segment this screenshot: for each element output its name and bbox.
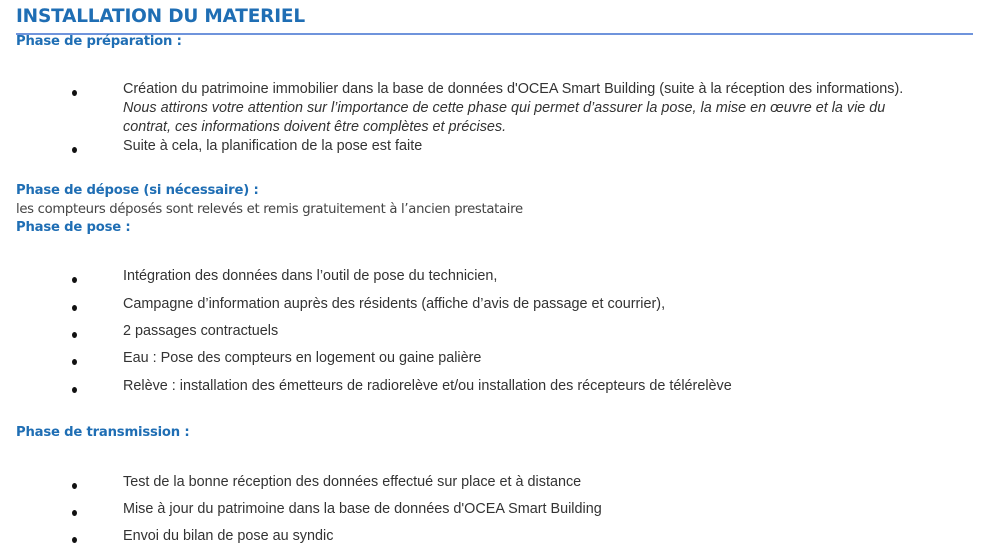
item-text: Création du patrimoine immobilier dans la base de données d'OCEA Smart Building (suite à la réception des informations). [123,81,904,97]
bullet-icon [72,277,77,283]
page-title: INSTALLATION DU MATERIEL [16,6,305,27]
bullet-icon [72,332,77,338]
bullet-icon [72,90,77,96]
bullet-icon [72,305,77,311]
bullet-icon [72,359,77,365]
list-item-text: Envoi du bilan de pose au syndic [123,528,334,544]
bullet-icon [72,147,77,153]
heading-preparation: Phase de préparation : [16,34,182,49]
heading-pose: Phase de pose : [16,220,131,235]
bullet-icon [72,510,77,516]
item-note-line: Nous attirons votre attention sur l’importance de cette phase qui permet d’assurer la pose, la mise en œuvre et la vie du [123,100,886,116]
list-item-text [123,80,903,137]
heading-transmission: Phase de transmission : [16,425,190,440]
list-item-text: Campagne d’information auprès des résidents (affiche d’avis de passage et courrier), [123,296,666,312]
bullet-icon [72,483,77,489]
item-note-line: contrat, ces informations doivent être complètes et précises. [123,119,507,135]
bullet-icon [72,387,77,393]
list-item-text: Eau : Pose des compteurs en logement ou gaine palière [123,350,482,366]
list-item-text: Mise à jour du patrimoine dans la base de données d'OCEA Smart Building [123,501,602,517]
depose-paragraph: les compteurs déposés sont relevés et remis gratuitement à l’ancien prestataire [16,202,523,217]
list-item-text: Suite à cela, la planification de la pose est faite [123,138,423,154]
bullet-icon [72,537,77,543]
list-item-text: Relève : installation des émetteurs de radiorelève et/ou installation des récepteurs de télérelève [123,378,732,394]
heading-depose: Phase de dépose (si nécessaire) : [16,183,259,198]
list-item-text: Intégration des données dans l’outil de pose du technicien, [123,268,498,284]
list-item-text: 2 passages contractuels [123,323,279,339]
list-item-text: Test de la bonne réception des données effectué sur place et à distance [123,474,582,490]
